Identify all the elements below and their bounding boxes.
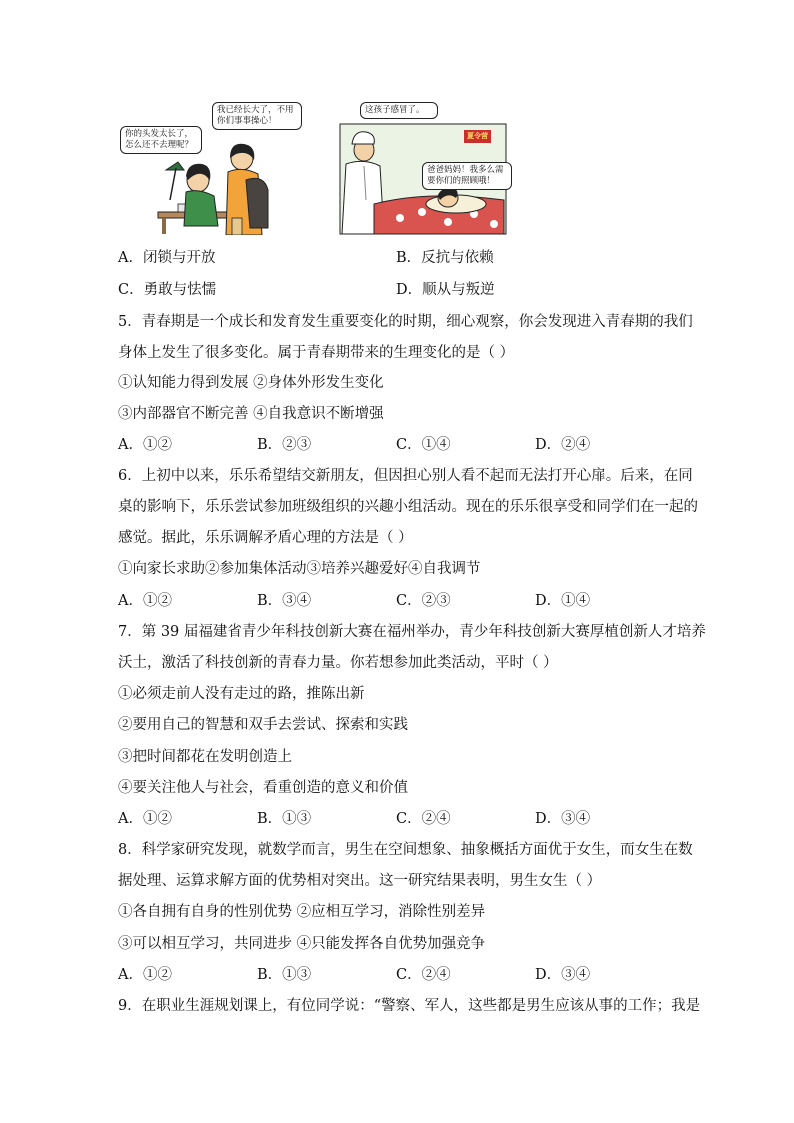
q8-option-b: B．①③ (257, 967, 312, 983)
q5-option-d: D．②④ (535, 437, 591, 453)
q4-option-b: B．反抗与依赖 (396, 250, 494, 266)
q7-option-d: D．③④ (535, 811, 591, 827)
q6-option-d: D．①④ (535, 593, 591, 609)
q5-option-c: C．①④ (396, 437, 451, 453)
speech-bubble-doctor: 这孩子感冒了。 (360, 102, 438, 119)
cartoon-right (338, 100, 508, 235)
q7-option-b: B．①③ (257, 811, 312, 827)
q5-option-a: A．①② (118, 437, 172, 453)
q8-option-d: D．③④ (535, 967, 591, 983)
q7-item-1: ①必须走前人没有走过的路，推陈出新 (118, 686, 365, 702)
q5-items-line-1: ①认知能力得到发展 ②身体外形发生变化 (118, 375, 384, 391)
q7-item-4: ④要关注他人与社会，看重创造的意义和价值 (118, 780, 408, 796)
cartoon-left (118, 100, 318, 235)
q5-stem-line-2: 身体上发生了很多变化。属于青春期带来的生理变化的是（ ） (118, 345, 515, 361)
q8-option-c: C．②④ (396, 967, 451, 983)
q6-stem-line-1: 6．上初中以来，乐乐希望结交新朋友，但因担心别人看不起而无法打开心扉。后来，在同 (118, 468, 693, 484)
q5-stem-line-1: 5．青春期是一个成长和发育发生重要变化的时期，细心观察，你会发现进入青春期的我们 (118, 314, 693, 330)
speech-bubble-sick-child: 爸爸妈妈！我多么需要你们的照顾哦！ (422, 162, 512, 190)
q7-stem-line-2: 沃土，激活了科技创新的青春力量。你若想参加此类活动，平时（ ） (118, 655, 558, 671)
speech-bubble-parent: 你的头发太长了，怎么还不去理呢？ (120, 126, 202, 154)
summer-camp-banner: 夏令营 (464, 130, 491, 143)
q6-stem-line-2: 桌的影响下，乐乐尝试参加班级组织的兴趣小组活动。现在的乐乐很享受和同学们在一起的 (118, 499, 698, 515)
q4-option-d: D．顺从与叛逆 (396, 282, 495, 298)
q8-items-line-1: ①各自拥有自身的性别优势 ②应相互学习，消除性别差异 (118, 904, 486, 920)
q7-item-2: ②要用自己的智慧和双手去尝试、探索和实践 (118, 717, 408, 733)
q9-stem-line-1: 9．在职业生涯规划课上，有位同学说：“警察、军人，这些都是男生应该从事的工作；我是 (118, 998, 701, 1014)
q7-option-c: C．②④ (396, 811, 451, 827)
q8-stem-line-1: 8．科学家研究发现，就数学而言，男生在空间想象、抽象概括方面优于女生，而女生在数 (118, 842, 693, 858)
q6-option-a: A．①② (118, 593, 172, 609)
q8-stem-line-2: 据处理、运算求解方面的优势相对突出。这一研究结果表明，男生女生（ ） (118, 873, 602, 889)
q8-option-a: A．①② (118, 967, 172, 983)
speech-bubble-child: 我已经长大了，不用你们事事操心！ (212, 102, 302, 130)
q5-option-b: B．②③ (257, 437, 312, 453)
q4-option-a: A．闭锁与开放 (118, 250, 216, 266)
q4-option-c: C．勇敢与怯懦 (118, 282, 217, 298)
q6-option-c: C．②③ (396, 593, 451, 609)
q7-item-3: ③把时间都花在发明创造上 (118, 749, 292, 765)
q6-items-line: ①向家长求助②参加集体活动③培养兴趣爱好④自我调节 (118, 561, 481, 577)
q7-option-a: A．①② (118, 811, 172, 827)
q6-stem-line-3: 感觉。据此，乐乐调解矛盾心理的方法是（ ） (118, 530, 413, 546)
q6-option-b: B．③④ (257, 593, 312, 609)
q7-stem-line-1: 7．第 39 届福建省青少年科技创新大赛在福州举办，青少年科技创新大赛厚植创新人才培养 (118, 624, 706, 640)
q5-items-line-2: ③内部器官不断完善 ④自我意识不断增强 (118, 406, 384, 422)
q8-items-line-2: ③可以相互学习，共同进步 ④只能发挥各自优势加强竞争 (118, 936, 486, 952)
